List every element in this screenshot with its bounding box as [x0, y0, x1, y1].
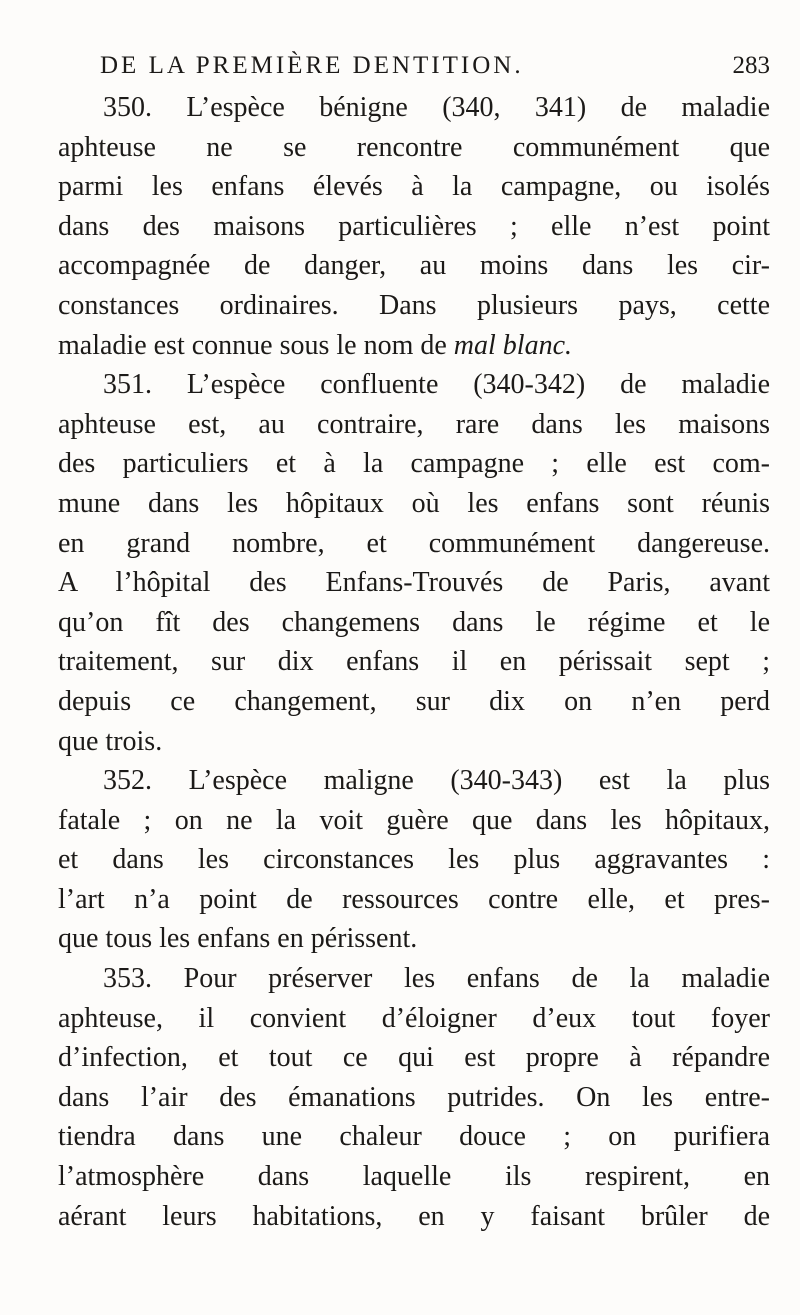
paragraph-351-line-8: traitement, sur dix enfans il en périssait sept ; — [58, 646, 770, 678]
paragraph-351-line-4: mune dans les hôpitaux où les enfans sont réunis — [58, 487, 770, 519]
paragraph-351-line-5: en grand nombre, et communément dangereuse. — [58, 527, 770, 559]
paragraph-351-line-6: A l’hôpital des Enfans-Trouvés de Paris, avant — [58, 567, 770, 599]
paragraph-352-line-2: fatale ; on ne la voit guère que dans les hôpitaux, — [58, 804, 770, 836]
paragraph-351-line-7: qu’on fît des changemens dans le régime et le — [58, 606, 770, 638]
paragraph-350-line-7 — [58, 326, 770, 366]
paragraph-353-line-6: l’atmosphère dans laquelle ils respirent, en — [58, 1161, 770, 1193]
paragraph-350-line-3: parmi les enfans élevés à la campagne, ou isolés — [58, 171, 770, 203]
paragraph-352-line-5: que tous les enfans en périssent. — [58, 923, 418, 955]
paragraph-352-line-4: l’art n’a point de ressources contre elle, et pres- — [58, 883, 770, 915]
paragraph-350-line-2: aphteuse ne se rencontre communément que — [58, 131, 770, 163]
paragraph-353-line-3: d’infection, et tout ce qui est propre à répandre — [58, 1042, 770, 1074]
running-head — [100, 52, 770, 88]
paragraph-352-line-1: 352. L’espèce maligne (340-343) est la plus — [103, 765, 770, 797]
paragraph-350-line-6: constances ordinaires. Dans plusieurs pays, cette — [58, 289, 770, 321]
paragraph-353-line-4: dans l’air des émanations putrides. On les entre- — [58, 1081, 770, 1113]
body-text — [58, 88, 770, 1236]
paragraph-353-line-7: aérant leurs habitations, en y faisant brûler de — [58, 1200, 770, 1232]
paragraph-353-line-5: tiendra dans une chaleur douce ; on purifiera — [58, 1121, 770, 1153]
paragraph-351-line-1: 351. L’espèce confluente (340-342) de maladie — [103, 369, 770, 401]
paragraph-351-line-3: des particuliers et à la campagne ; elle est com- — [58, 448, 770, 480]
paragraph-350-line-1: 350. L’espèce bénigne (340, 341) de maladie — [103, 92, 770, 123]
page-number: 283 — [732, 52, 770, 79]
paragraph-350-line-5: accompagnée de danger, au moins dans les cir- — [58, 250, 770, 282]
paragraph-350-line-7-text: maladie est connue sous le nom de — [58, 329, 447, 361]
paragraph-351-line-9: depuis ce changement, sur dix on n’en perd — [58, 685, 770, 717]
running-title: DE LA PREMIÈRE DENTITION. — [100, 52, 524, 79]
paragraph-353-line-1: 353. Pour préserver les enfans de la maladie — [103, 963, 770, 995]
italic-term-mal-blanc: mal blanc. — [453, 329, 573, 361]
paragraph-351-line-10: que trois. — [58, 725, 163, 757]
paragraph-353-line-2: aphteuse, il convient d’éloigner d’eux tout foyer — [58, 1002, 770, 1034]
paragraph-352-line-3: et dans les circonstances les plus aggravantes : — [58, 844, 770, 876]
paragraph-350-line-4: dans des maisons particulières ; elle n’est point — [58, 210, 770, 242]
paragraph-351-line-2: aphteuse est, au contraire, rare dans les maisons — [58, 408, 770, 440]
